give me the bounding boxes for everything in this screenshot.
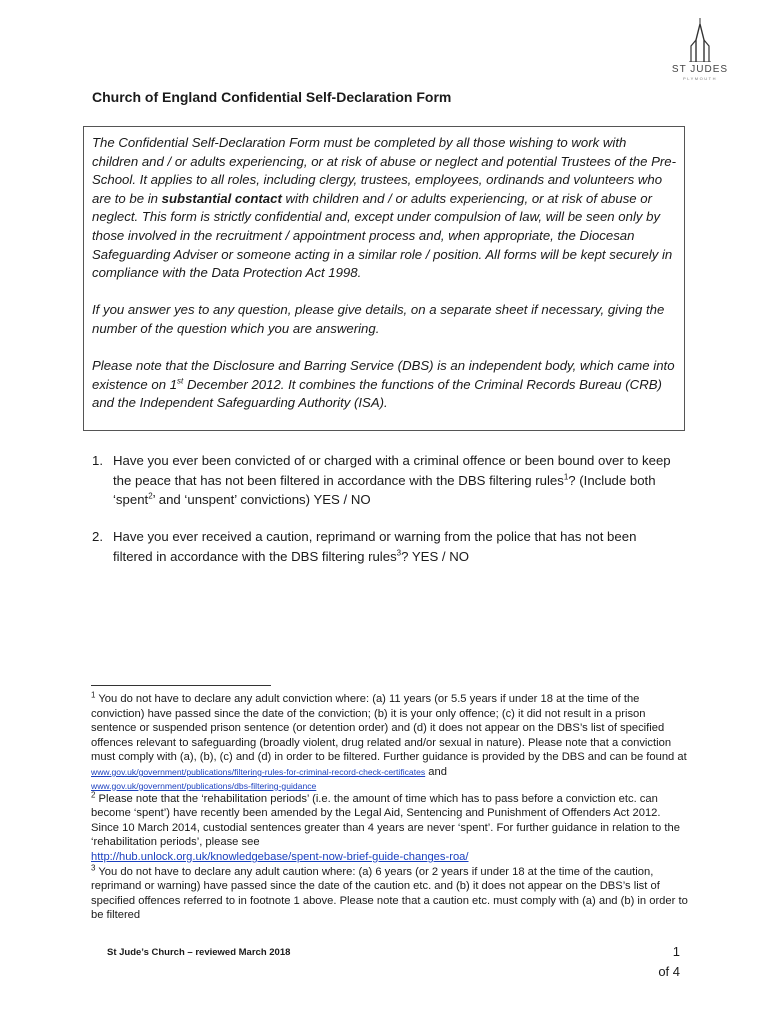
- question-2-text-a: Have you ever received a caution, reprimand or warning from the police that has not been filtered in accordance with the DBS filtering rules: [113, 529, 637, 564]
- intro-paragraph-1: [92, 134, 676, 283]
- footnote-1: [91, 692, 691, 765]
- intro-p1-emphasis: substantial contact: [161, 190, 282, 206]
- footnotes: [91, 692, 691, 923]
- question-1-text-a: Have you ever been convicted of or charged with a criminal offence or been bound over to keep the peace that has not been filtered in accordance with the DBS filtering rules: [113, 453, 671, 488]
- page-title: Church of England Confidential Self-Declaration Form: [92, 89, 452, 105]
- footnote-ref-1: 1: [563, 472, 569, 482]
- church-spire-icon: [687, 18, 713, 62]
- footnote-ref-2: 2: [148, 491, 153, 501]
- footnote-1-text: You do not have to declare any adult conviction where: (a) 11 years (or 5.5 years if under 18 at the time of the conviction) have passed since the date of the conviction; (b) it is your only offence; (c) it did not result in a prison sentence or suspended prison sentence (or detention order) and (d) it does not appear on the DBS’s list of specified offences relevant to safeguarding (broadly violent, drug related and/or sexual in nature). Please note that a conviction must comply with (a), (b), (c) and (d) in order to be filtered. Further guidance is provided by the DBS and can be found at: [91, 693, 687, 764]
- question-1-text-b: ? (Include both ‘spent: [113, 472, 656, 507]
- footer-text: St Jude’s Church – reviewed March 2018: [107, 947, 291, 958]
- question-text: [113, 527, 673, 566]
- question-text: [113, 451, 673, 510]
- page-number-current: 1: [672, 944, 680, 959]
- question-1: [92, 451, 673, 510]
- footnote-3-text: You do not have to declare any adult caution where: (a) 6 years (or 2 years if under 18 at the time of the caution, reprimand or warning) have passed since the date of the caution etc. and (b) it does not appear on the DBS’s list of specified offences referred to in footnote 1 above. Please note that a caution etc. must comply with (a) and (b) in order to be filtered: [91, 865, 688, 922]
- footnote-1-links-2: [91, 780, 691, 792]
- question-1-text-c: ’ and ‘unspent’ convictions) YES / NO: [152, 492, 371, 507]
- question-number: 2.: [92, 529, 103, 544]
- page-number-total: of 4: [658, 964, 680, 979]
- intro-box: [83, 126, 685, 431]
- page-number: [650, 942, 680, 982]
- question-number: 1.: [92, 453, 103, 468]
- logo-location: PLYMOUTH: [683, 76, 717, 81]
- intro-paragraph-3: [92, 357, 676, 413]
- footnote-2: [91, 789, 691, 850]
- footnote-2-text: Please note that the ‘rehabilitation periods’ (i.e. the amount of time which has to pass before a conviction etc. can become ‘spent’) have recently been amended by the Legal Aid, Sentencing and Punishment of Offenders Act 2012. Since 10 March 2014, custodial sentences greater than 4 years are never ‘spent’. For further guidance in relation to the ‘rehabilitation periods’, please see: [91, 792, 680, 849]
- intro-p3-text-b: December 2012. It combines the functions of the Criminal Records Bureau (CRB) and the Independent Safeguarding Authority (ISA).: [92, 376, 662, 411]
- filtering-rules-link[interactable]: www.gov.uk/government/publications/filtering-rules-for-criminal-record-check-certificates: [91, 766, 426, 777]
- footnote-divider: [91, 685, 271, 686]
- footnote-3: [91, 862, 691, 923]
- question-2: [92, 527, 673, 566]
- footnote-1-and: and: [425, 765, 447, 778]
- filtering-guidance-link[interactable]: www.gov.uk/government/publications/dbs-filtering-guidance: [91, 780, 317, 791]
- intro-p3-text-a: Please note that the Disclosure and Barring Service (DBS) is an independent body, which came into existence on 1: [92, 358, 675, 392]
- footnote-2-link-line: [91, 850, 691, 865]
- question-2-text-b: ? YES / NO: [401, 548, 470, 564]
- intro-p1-text-b: with children and / or adults experiencing, or at risk of abuse or neglect. This form is strictly confidential and, except under compulsion of law, will be seen only by those involved in the recruitment / appointment process and, when appropriate, the Diocesan Safeguarding Adviser or someone acting in a similar role / position. All forms will be kept securely in compliance with the Data Protection Act 1998.: [92, 190, 673, 281]
- intro-paragraph-2: If you answer yes to any question, please give details, on a separate sheet if necessary, giving the number of the question which you are answering.: [92, 302, 665, 336]
- footnote-1-links: [91, 765, 691, 780]
- unlock-hub-link[interactable]: http://hub.unlock.org.uk/knowledgebase/spent-now-brief-guide-changes-roa/: [91, 850, 469, 863]
- footnote-1-marker: 1: [91, 690, 96, 700]
- footnote-3-marker: 3: [91, 862, 96, 872]
- intro-p3-sup: st: [177, 376, 184, 386]
- intro-p1-text-a: The Confidential Self-Declaration Form must be completed by all those wishing to work with children and / or adults experiencing, or at risk of abuse or neglect and potential Trustees of the Pre-School. It applies to all roles, including clergy, trustees, employees, ordinands and volunteers who are to be in: [92, 135, 676, 206]
- footnote-ref-3: 3: [396, 548, 402, 558]
- logo-name: ST JUDES: [671, 64, 729, 75]
- footnote-2-marker: 2: [91, 789, 96, 799]
- church-logo: [660, 18, 740, 98]
